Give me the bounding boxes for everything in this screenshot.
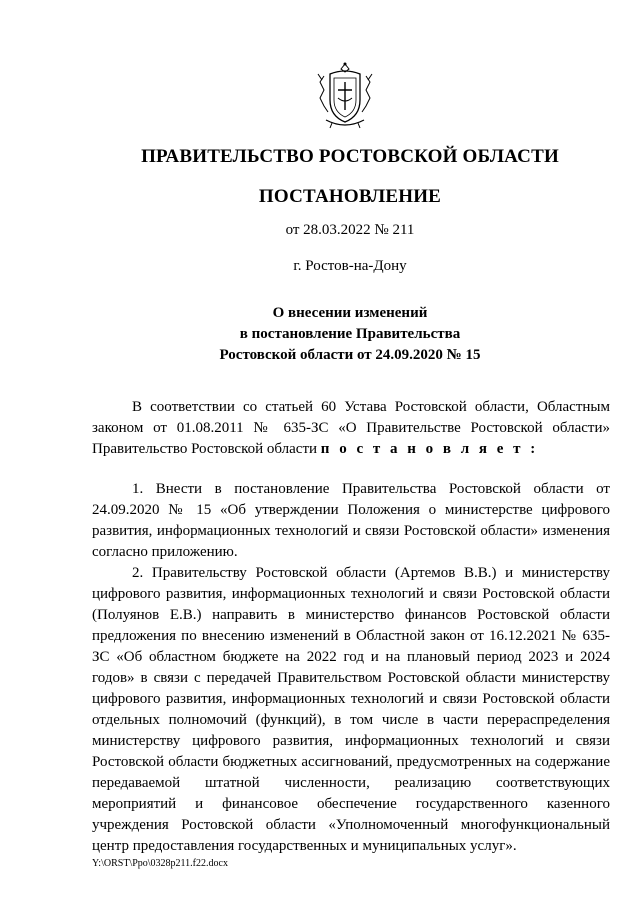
doc-type-title: ПОСТАНОВЛЕНИЕ: [258, 186, 442, 207]
coat-of-arms-icon: [314, 60, 376, 130]
date-number: от 28.03.2022 № 211: [285, 222, 415, 238]
preamble-text: В соответствии со статьей 60 Устава Ростовской области, Областным законом от 01.08.2011 № 635-ЗС «О Правительстве Ростовской области» Правительство Ростовской области: [92, 399, 610, 457]
org-title: ПРАВИТЕЛЬСТВО РОСТОВСКОЙ ОБЛАСТИ: [141, 146, 559, 167]
preamble-paragraph: [92, 397, 610, 460]
subject-line-2: в постановление Правительства: [239, 326, 461, 342]
item-2-text: 2. Правительству Ростовской области (Артемов В.В.) и министерству цифрового развития, информационных технологий и связи Ростовской области (Полуянов Е.В.) направить в министерство финансов Ростовской области предложения по внесению изменений в Областной закон от 16.12.2021 № 635-ЗС «Об областном бюджете на 2022 год и на плановый период 2023 и 2024 годов» в связи с передачей Правительством Ростовской области министерству цифрового развития, информационных технологий и связи Ростовской области отдельных полномочий (функций), в том числе в части перераспределения министерству цифрового развития, информационных технологий и связи Ростовской области бюджетных ассигнований, предусмотренных на содержание передаваемой штатной численности, реализацию соответствующих мероприятий и финансовое обеспечение государственного казенного учреждения Ростовской области «Уполномоченный многофункциональный центр предоставления государственных и муниципальных услуг».: [92, 565, 610, 854]
city: г. Ростов-на-Дону: [293, 258, 407, 274]
file-path: Y:\ORST\Ppo\0328p211.f22.docx: [92, 858, 228, 869]
item-2-paragraph: [92, 563, 610, 857]
subject-line-1: О внесении изменений: [272, 305, 428, 321]
subject-line-3: Ростовской области от 24.09.2020 № 15: [219, 347, 481, 363]
item-1-text: 1. Внести в постановление Правительства Ростовской области от 24.09.2020 № 15 «Об утверждении Положения о министерстве цифрового развития, информационных технологий и связи Ростовской области» изменения согласно приложению.: [92, 481, 610, 560]
decree-word: п о с т а н о в л я е т :: [320, 441, 539, 457]
document-subject: [0, 303, 640, 366]
item-1-paragraph: [92, 479, 610, 563]
